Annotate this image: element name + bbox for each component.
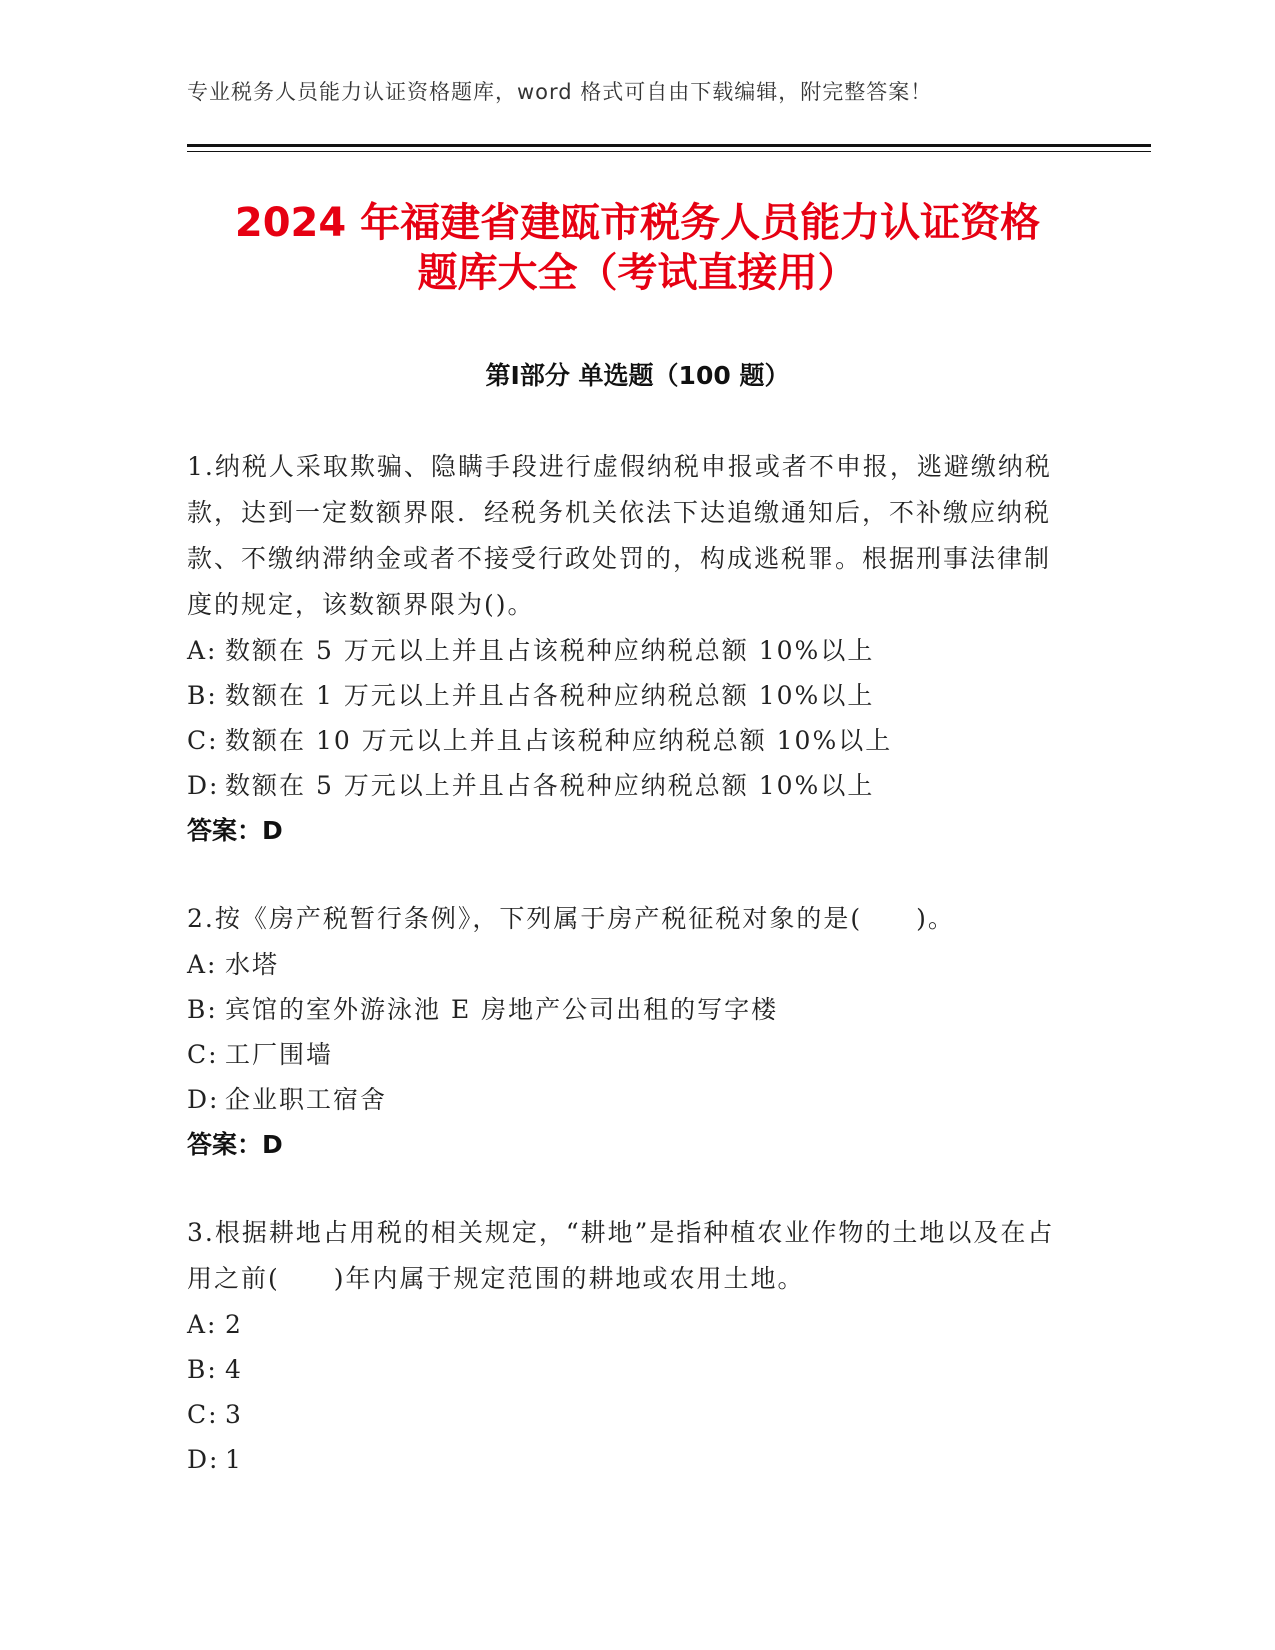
option-c [187,1392,1057,1437]
document-title-line-1: 2024 年福建省建瓯市税务人员能力认证资格 [234,200,1041,246]
option-text: 数额在 5 万元以上并且占该税种应纳税总额 10%以上 [225,636,875,665]
option-a [187,942,1057,987]
question-stem: 2.按《房产税暂行条例》，下列属于房产税征税对象的是( )。 [187,904,955,933]
question-2 [187,896,1057,1168]
option-text: 1 [225,1445,243,1474]
option-a [187,1302,1057,1347]
answer-label: 答案：D [187,1130,283,1159]
option-text: 工厂围墙 [225,1040,334,1069]
option-letter: B: [187,1355,218,1384]
question-list [187,444,1057,1524]
option-letter: B: [187,681,218,710]
header-divider-thick [187,144,1151,147]
answer-label: 答案：D [187,816,283,845]
option-letter: D: [187,771,220,800]
option-text: 3 [225,1400,243,1429]
option-d [187,763,1057,808]
question-stem: 1.纳税人采取欺骗、隐瞒手段进行虚假纳税申报或者不申报，逃避缴纳税款，达到一定数额界限．经税务机关依法下达追缴通知后，不补缴应纳税款、不缴纳滞纳金或者不接受行政处罚的，构成逃税罪。根据刑事法律制度的规定，该数额界限为()。 [187,452,1052,619]
header-divider-thin [187,151,1151,152]
option-letter: D: [187,1445,220,1474]
document-title [150,198,1125,298]
option-text: 宾馆的室外游泳池 E 房地产公司出租的写字楼 [225,995,779,1024]
option-c [187,718,1057,763]
option-text: 2 [225,1310,243,1339]
question-3 [187,1210,1057,1482]
question-stem: 3.根据耕地占用税的相关规定，“耕地”是指种植农业作物的土地以及在占用之前( )年内属于规定范围的耕地或农用土地。 [187,1218,1055,1293]
option-letter: A: [187,950,218,979]
option-letter: C: [187,1400,219,1429]
document-title-line-2: 题库大全（考试直接用） [417,250,858,296]
option-b [187,673,1057,718]
option-letter: A: [187,636,218,665]
option-b [187,987,1057,1032]
option-c [187,1032,1057,1077]
option-b [187,1347,1057,1392]
option-d [187,1077,1057,1122]
header-note: 专业税务人员能力认证资格题库，word 格式可自由下载编辑，附完整答案！ [187,80,933,104]
option-letter: C: [187,726,219,755]
option-d [187,1437,1057,1482]
option-text: 水塔 [225,950,280,979]
option-letter: D: [187,1085,220,1114]
option-text: 企业职工宿舍 [225,1085,388,1114]
option-letter: A: [187,1310,218,1339]
question-1 [187,444,1057,854]
option-letter: C: [187,1040,219,1069]
section-heading: 第Ⅰ部分 单选题（100 题） [485,361,790,390]
option-a [187,628,1057,673]
option-letter: B: [187,995,218,1024]
option-text: 数额在 5 万元以上并且占各税种应纳税总额 10%以上 [225,771,875,800]
option-text: 4 [225,1355,243,1384]
option-text: 数额在 10 万元以上并且占该税种应纳税总额 10%以上 [225,726,893,755]
option-text: 数额在 1 万元以上并且占各税种应纳税总额 10%以上 [225,681,875,710]
